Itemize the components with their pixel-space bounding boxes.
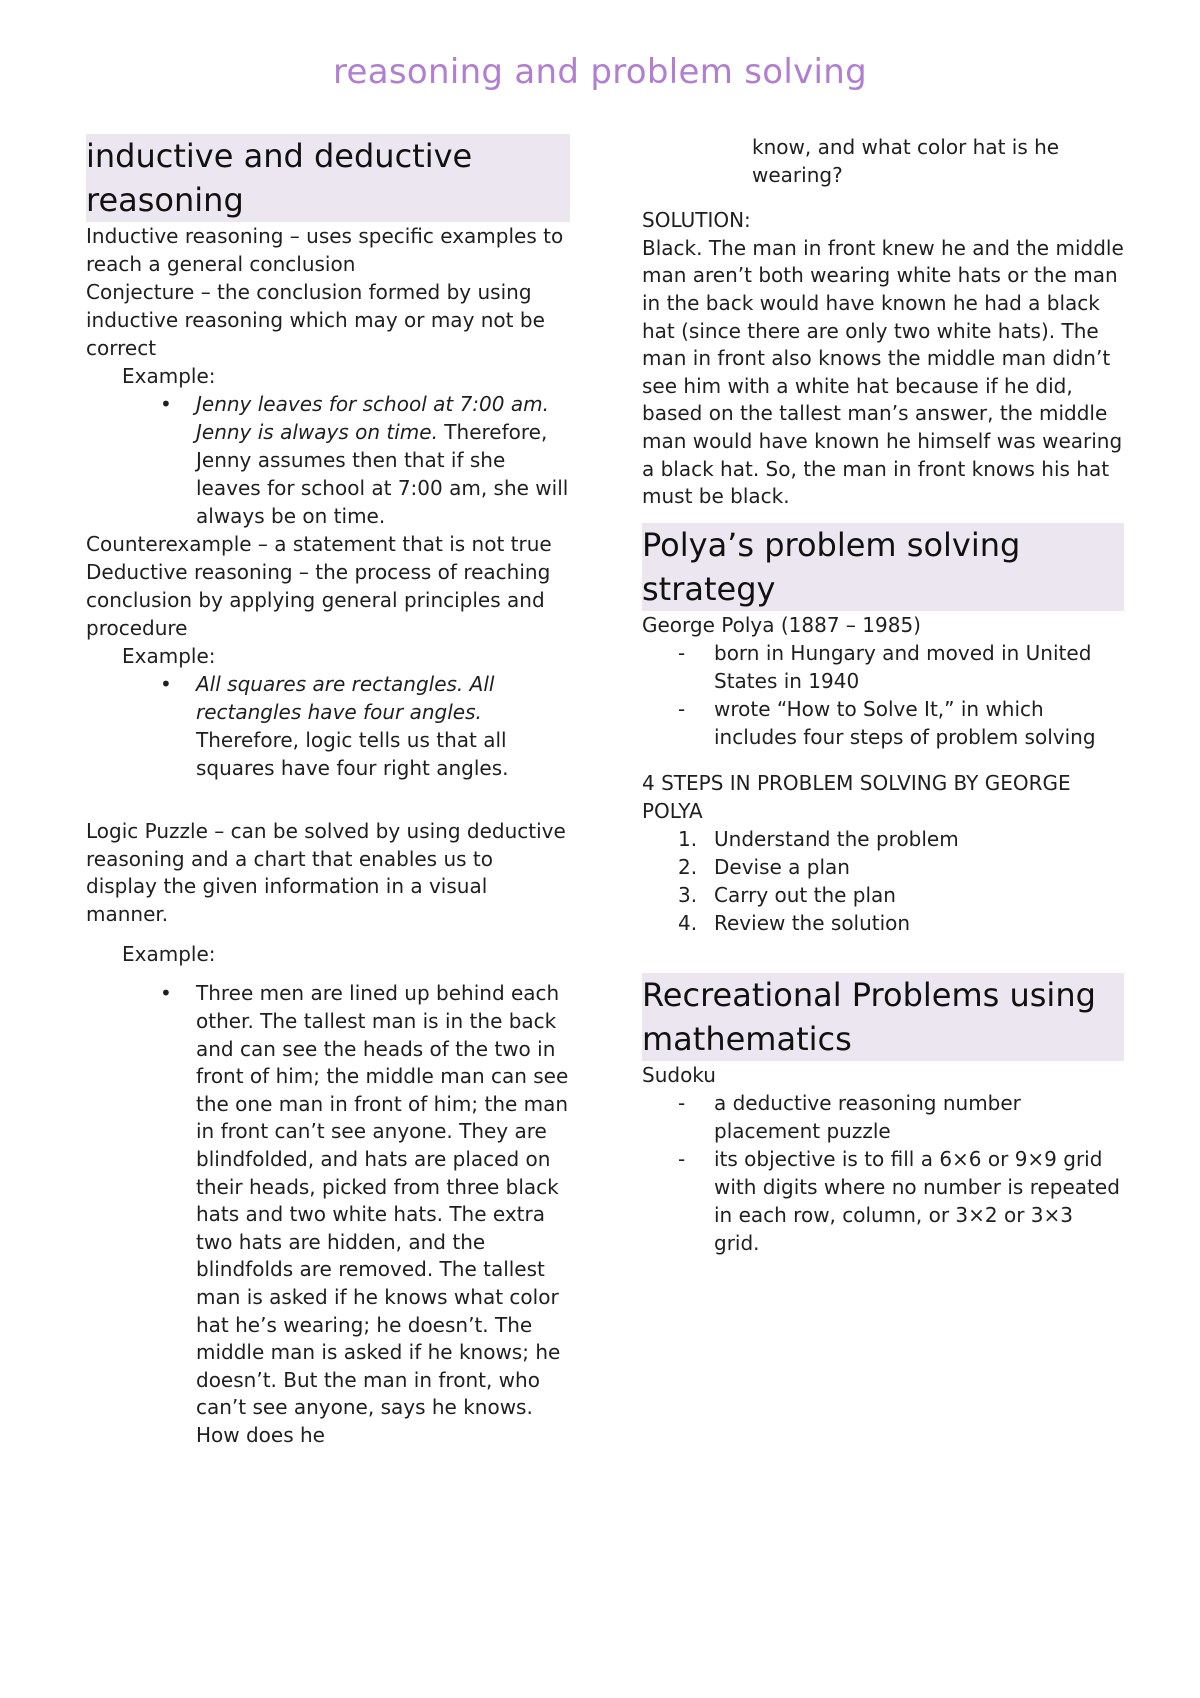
list-item: [678, 881, 1124, 909]
list-item: [196, 670, 570, 782]
step-text: Review the solution: [714, 910, 911, 935]
step-text: Understand the problem: [714, 826, 959, 851]
puzzle-text: Three men are lined up behind each other. The tallest man is in the back and can see the heads of the two in front of him; the middle man can see the one man in front of him; the man in front can’t see anyone. They are blindfolded, and hats are placed on their heads, picked from three black hats and two white hats. The extra two hats are hidden, and the blindfolds are removed. The tallest man is asked if he knows what color hat he’s wearing; he doesn’t. The middle man is asked if he knows; he doesn’t. But the man in front, who can’t see anyone, says he knows. How does he: [196, 981, 569, 1447]
example-label: Example:: [122, 364, 216, 388]
example-text: Therefore, Jenny assumes then that if she leaves for school at 7:00 am, she will always be on time.: [196, 420, 569, 528]
list-item: [678, 825, 1124, 853]
puzzle-continued: [532, 134, 1124, 189]
list-item: - a deductive reasoning number placement puzzle: [714, 1089, 1124, 1145]
conjecture-definition: Conjecture – the conclusion formed by using inductive reasoning which may or may not be correct: [86, 280, 545, 360]
logic-puzzle-definition: Logic Puzzle – can be solved by using deductive reasoning and a chart that enables us to display the given information in a visual manner.: [86, 819, 566, 926]
section-heading-recreational: Recreational Problems using mathematics: [642, 973, 1124, 1061]
list-item: - its objective is to fill a 6×6 or 9×9 grid with digits where no number is repeated in each row, column, or 3×2 or 3×3 grid.: [714, 1145, 1124, 1257]
sudoku-facts-list: [642, 1089, 1124, 1257]
puzzle-continued-text: know, and what color hat is he wearing?: [752, 135, 1060, 187]
example-text: Therefore, logic tells us that all squares have four right angles.: [196, 728, 509, 780]
sudoku-label: Sudoku: [642, 1062, 716, 1087]
step-number: 1.: [678, 826, 698, 851]
solution-text: Black. The man in front knew he and the middle man aren’t both wearing white hats or the man in the back would have known he had a black hat (since there are only two white hats). The man in front also knows the middle man didn’t see him with a white hat because if he did, based on the tallest man’s answer, the middle man would have known he himself was wearing a black hat. So, the man in front knows his hat must be black.: [642, 235, 1124, 509]
step-number: 4.: [678, 910, 698, 935]
steps-heading: 4 STEPS IN PROBLEM SOLVING BY GEORGE POLYA: [642, 770, 1071, 823]
list-item: [196, 980, 570, 1449]
example-label: Example:: [122, 942, 216, 967]
example-label: Example:: [122, 644, 216, 668]
list-item: - born in Hungary and moved in United States in 1940: [714, 639, 1124, 695]
deductive-reasoning-definition: Deductive reasoning – the process of reaching conclusion by applying general principles and procedure: [86, 560, 551, 640]
step-number: 3.: [678, 882, 698, 907]
right-column: [642, 134, 1124, 1257]
counterexample-definition: Counterexample – a statement that is not true: [86, 532, 552, 556]
polya-facts-list: [642, 639, 1124, 751]
example-list-puzzle: [86, 980, 570, 1449]
list-item: - wrote “How to Solve It,” in which includes four steps of problem solving: [714, 695, 1124, 751]
example-list-inductive: [86, 390, 570, 530]
left-column: [86, 134, 570, 1449]
solution-label: SOLUTION:: [642, 208, 751, 233]
step-number: 2.: [678, 854, 698, 879]
page-title: reasoning and problem solving: [332, 52, 868, 92]
steps-list: [642, 825, 1124, 937]
polya-name: George Polya (1887 – 1985): [642, 612, 921, 637]
list-item: [196, 390, 570, 530]
step-text: Devise a plan: [714, 854, 850, 879]
section-heading-inductive-deductive: inductive and deductive reasoning: [86, 134, 570, 222]
list-item: [678, 853, 1124, 881]
inductive-reasoning-definition: Inductive reasoning – uses specific examples to reach a general conclusion: [86, 224, 564, 276]
example-italic-text: All squares are rectangles. All rectangles have four angles.: [196, 672, 495, 724]
example-list-deductive: [86, 670, 570, 782]
step-text: Carry out the plan: [714, 882, 896, 907]
list-item: [678, 909, 1124, 937]
example-italic-text: Jenny leaves for school at 7:00 am. Jenny is always on time.: [196, 392, 549, 444]
section-heading-polya: Polya’s problem solving strategy: [642, 523, 1124, 611]
